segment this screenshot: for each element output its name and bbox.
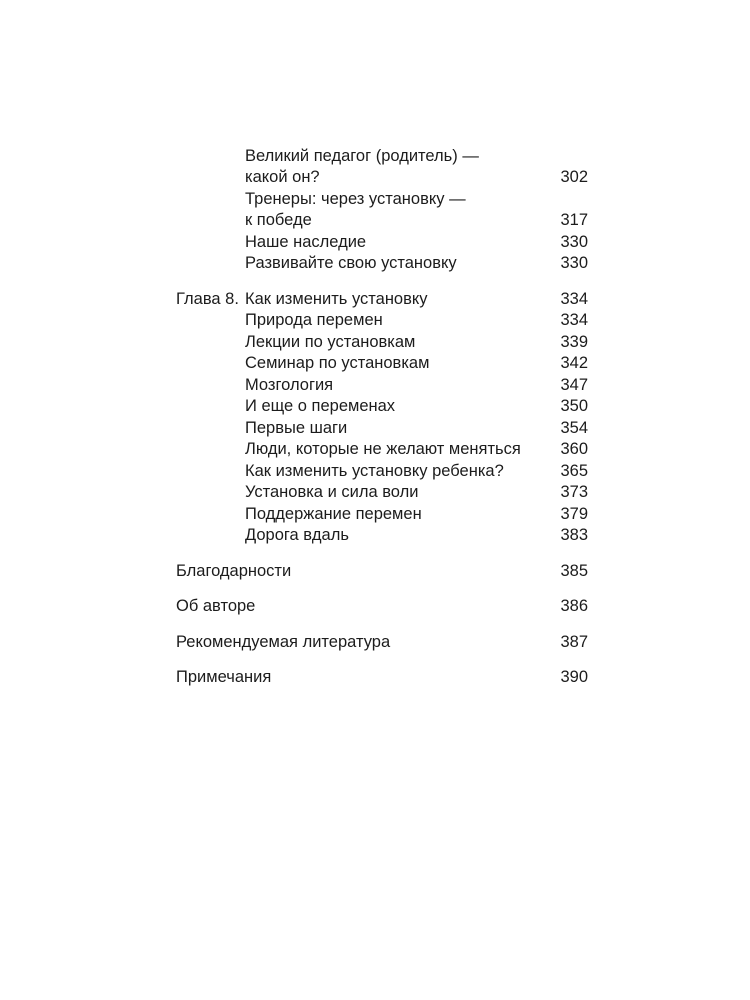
toc-page-number: 360: [560, 440, 588, 458]
toc-entry: Семинар по установкам: [245, 354, 430, 372]
toc-page-number: 334: [560, 311, 588, 329]
toc-page-number: 330: [560, 233, 588, 251]
toc-page-number: 383: [560, 526, 588, 544]
chapter-title: Как изменить установку: [245, 290, 428, 308]
toc-page-number: 390: [560, 668, 588, 686]
toc-entry-acknowledgments: Благодарности: [176, 562, 292, 580]
toc-entry: Люди, которые не желают меняться: [245, 440, 521, 458]
toc-page-number: 339: [560, 333, 588, 351]
toc-entry-develop-mindset: Развивайте свою установку: [245, 254, 457, 272]
toc-entry: Мозгология: [245, 376, 334, 394]
toc-page-number: 385: [560, 562, 588, 580]
chapter-label: Глава 8.: [176, 290, 239, 308]
toc-entry-notes: Примечания: [176, 668, 272, 686]
toc-page-number: 354: [560, 419, 588, 437]
toc-page-number: 373: [560, 483, 588, 501]
toc-page-number: 386: [560, 597, 588, 615]
toc-entry-our-legacy: Наше наследие: [245, 233, 367, 251]
toc-entry-coaches-line1: Тренеры: через установку —: [245, 190, 466, 208]
toc-entry: Поддержание перемен: [245, 505, 422, 523]
toc-page-number: 334: [560, 290, 588, 308]
toc-page-number: 347: [560, 376, 588, 394]
toc-entry-recommended-reading: Рекомендуемая литература: [176, 633, 391, 651]
toc-page-number: 365: [560, 462, 588, 480]
toc-entry: И еще о переменах: [245, 397, 396, 415]
toc-entry: Установка и сила воли: [245, 483, 419, 501]
toc-entry: Лекции по установкам: [245, 333, 416, 351]
toc-page-number: 317: [560, 211, 588, 229]
toc-entry: Дорога вдаль: [245, 526, 349, 544]
toc-page-number: 342: [560, 354, 588, 372]
toc-page-number: 350: [560, 397, 588, 415]
toc-entry-about-author: Об авторе: [176, 597, 256, 615]
toc-page-number: 302: [560, 168, 588, 186]
toc-entry-great-teacher-line2: какой он?: [245, 168, 320, 186]
toc-entry-great-teacher-line1: Великий педагог (родитель) —: [245, 147, 479, 165]
toc-entry: Природа перемен: [245, 311, 383, 329]
toc-page-number: 387: [560, 633, 588, 651]
toc-entry: Как изменить установку ребенка?: [245, 462, 504, 480]
toc-page-number: 330: [560, 254, 588, 272]
toc-entry-coaches-line2: к победе: [245, 211, 312, 229]
toc-page-number: 379: [560, 505, 588, 523]
toc-entry: Первые шаги: [245, 419, 348, 437]
